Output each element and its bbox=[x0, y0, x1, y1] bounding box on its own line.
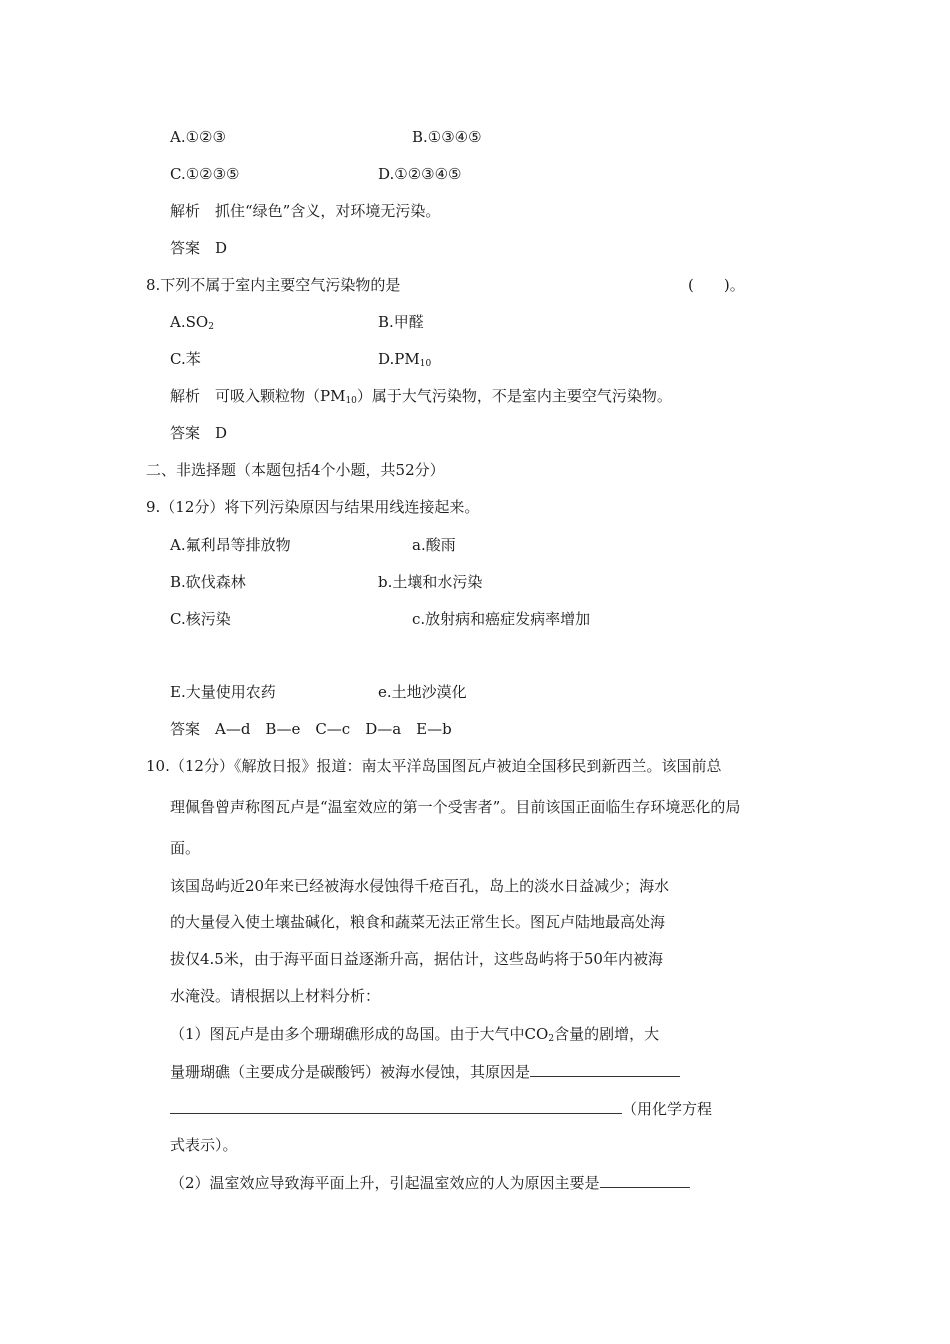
answer-blank[interactable] bbox=[530, 1061, 680, 1077]
q7-answer: 答案 D bbox=[170, 239, 228, 257]
q8-answer-bracket: ( )。 bbox=[688, 276, 745, 294]
q7-option-b: B.①③④⑤ bbox=[412, 128, 482, 146]
q7-option-d: D.①②③④⑤ bbox=[378, 165, 462, 183]
q8-stem: 8.下列不属于室内主要空气污染物的是 bbox=[146, 276, 401, 294]
q10-material-line: 水淹没。请根据以上材料分析： bbox=[170, 987, 381, 1005]
q8-option-a: $A.SO_2$ bbox=[170, 313, 214, 332]
q8-answer: 答案 D bbox=[170, 424, 228, 442]
q9-left-item: B.砍伐森林 bbox=[170, 573, 246, 591]
answer-blank[interactable] bbox=[170, 1098, 622, 1114]
q10-material-line: 拔仅4.5米，由于海平面日益逐渐升高，据估计，这些岛屿将于50年内被海 bbox=[170, 950, 663, 968]
q8-option-b: B.甲醛 bbox=[378, 313, 424, 331]
q10-stem-line: 10.（12分）《解放日报》报道：南太平洋岛国图瓦卢被迫全国移民到新西兰。该国前总 bbox=[146, 757, 722, 775]
q7-option-c: C.①②③⑤ bbox=[170, 165, 240, 183]
q7-option-a: A.①②③ bbox=[170, 128, 226, 146]
q9-left-item: A.氟利昂等排放物 bbox=[170, 536, 291, 554]
q10-part2-line: （2）温室效应导致海平面上升，引起温室效应的人为原因主要是 bbox=[170, 1172, 690, 1193]
q10-part1-line: （1）图瓦卢是由多个珊瑚礁形成的岛国。由于大气中$CO_2$含量的剧增，大 bbox=[170, 1025, 660, 1044]
q10-material-line: 的大量侵入使土壤盐碱化，粮食和蔬菜无法正常生长。图瓦卢陆地最高处海 bbox=[170, 913, 666, 931]
q10-stem-line: 面。 bbox=[170, 839, 201, 857]
q10-material-line: 该国岛屿近20年来已经被海水侵蚀得千疮百孔，岛上的淡水日益减少；海水 bbox=[170, 877, 670, 895]
q9-left-item: C.核污染 bbox=[170, 610, 231, 628]
q9-left-item: E.大量使用农药 bbox=[170, 683, 276, 701]
q8-option-d: $D.PM_{10}$ bbox=[378, 350, 432, 369]
section-heading: 二、非选择题（本题包括4个小题，共52分） bbox=[146, 461, 445, 479]
q8-analysis: 解析 可吸入颗粒物$(PM_{10})$属于大气污染物，不是室内主要空气污染物。 bbox=[170, 387, 672, 406]
q10-part1-line: （用化学方程 bbox=[170, 1098, 712, 1119]
q10-stem-line: 理佩鲁曾声称图瓦卢是“温室效应的第一个受害者”。目前该国正面临生存环境恶化的局 bbox=[170, 798, 741, 816]
q9-right-item: a.酸雨 bbox=[412, 536, 456, 554]
q9-right-item: b.土壤和水污染 bbox=[378, 573, 483, 591]
q9-stem: 9.（12分）将下列污染原因与结果用线连接起来。 bbox=[146, 498, 480, 516]
q10-part1-line: 量珊瑚礁（主要成分是碳酸钙）被海水侵蚀，其原因是 bbox=[170, 1061, 680, 1082]
answer-blank[interactable] bbox=[600, 1172, 690, 1188]
q7-analysis: 解析 抓住“绿色”含义，对环境无污染。 bbox=[170, 202, 441, 220]
q10-part1-line: 式表示）。 bbox=[170, 1136, 238, 1154]
q9-right-item: e.土地沙漠化 bbox=[378, 683, 467, 701]
q9-right-item: c.放射病和癌症发病率增加 bbox=[412, 610, 591, 628]
q8-option-c: C.苯 bbox=[170, 350, 201, 368]
q9-answer: 答案 A—d B—e C—c D—a E—b bbox=[170, 720, 452, 738]
